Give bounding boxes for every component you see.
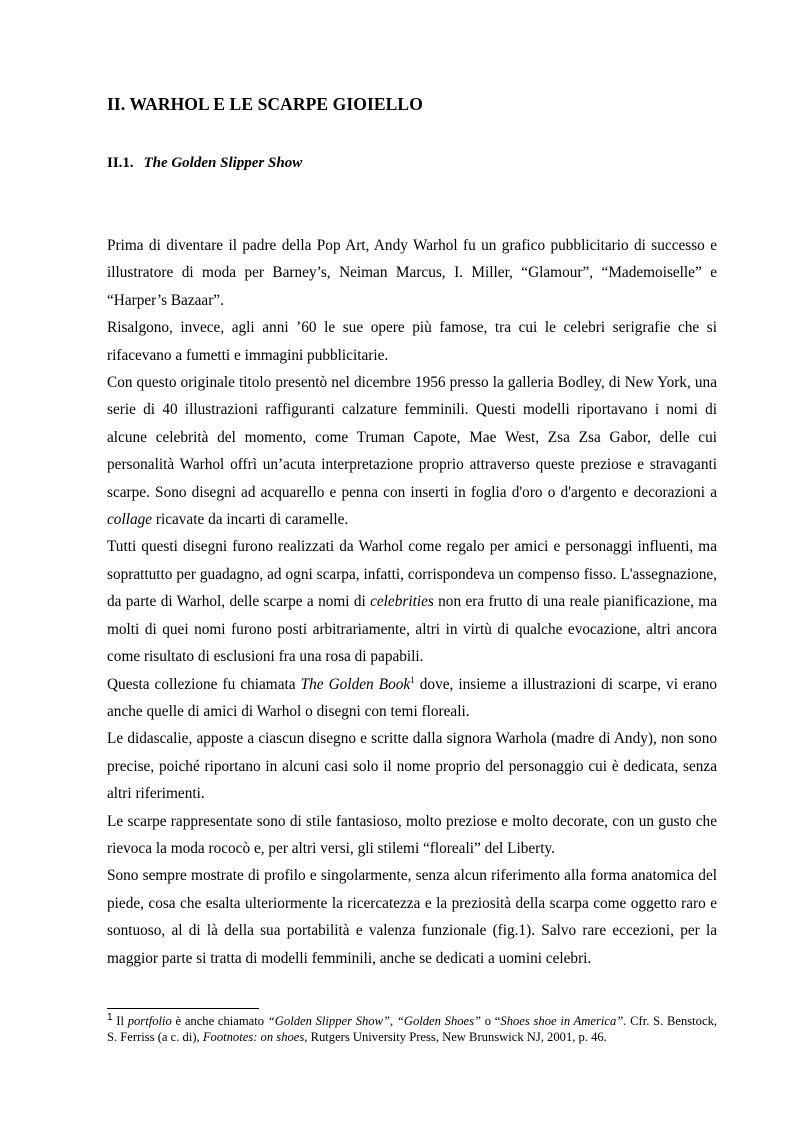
paragraph: Le scarpe rappresentate sono di stile fantasioso, molto preziose e molto decorate, con un gusto che rievoca la moda rococò e, per altri versi, gli stilemi “floreali” del Liberty. [107, 812, 717, 857]
footnote-mark: 1 [107, 1011, 113, 1023]
italic-term: celebrities [370, 593, 434, 611]
italic-term: collage [107, 511, 153, 529]
section-title: The Golden Slipper Show [143, 155, 303, 171]
section-heading [107, 155, 302, 172]
paragraph: Risalgono, invece, agli anni ’60 le sue opere più famose, tra cui le celebri serigrafie che si rifacevano a fumetti e immagini pubblicitarie. [107, 319, 717, 364]
text-run: o “ [481, 1014, 501, 1028]
text-run: Questa collezione fu chiamata [107, 675, 301, 693]
text-run: non era frutto di una reale pianificazione, ma molti di quei nomi furono posti arbitrariamente, altri in virtù di qualche evocazione, altri ancora come risultato di esclusioni fra una rosa di papabili. [107, 593, 717, 666]
italic-term: Shoes shoe in America”. [500, 1014, 627, 1028]
text-run: Tutti questi disegni furono realizzati da Warhol come regalo per amici e personaggi influenti, ma soprattutto per guadagno, ad ogni scarpa, infatti, corrispondeva un compenso fisso. L'assegnazione, da parte di Warhol, delle scarpe a nomi di [107, 538, 717, 611]
footnote [107, 1013, 717, 1045]
paragraph [107, 533, 717, 670]
italic-term: Footnotes: on shoes [202, 1030, 305, 1044]
text-run: Il [112, 1014, 128, 1028]
italic-term: portfolio [127, 1014, 172, 1028]
paragraph [107, 369, 717, 533]
italic-term: The Golden Book [300, 675, 411, 693]
paragraph [107, 671, 717, 726]
text-run: , Rutgers University Press, New Brunswick NJ, 2001, p. 46. [304, 1030, 607, 1044]
paragraph: Sono sempre mostrate di profilo e singolarmente, senza alcun riferimento alla forma anatomica del piede, cosa che esalta ulteriormente la ricercatezza e la preziosità della scarpa come oggetto raro e sontuoso, al di là della sua portabilità e valenza funzionale (fig.1). Salvo rare eccezioni, per la maggior parte si tratta di modelli femminili, anche se dedicati a uomini celebri. [107, 867, 717, 967]
paragraph: Prima di diventare il padre della Pop Art, Andy Warhol fu un grafico pubblicitario di successo e illustratore di moda per Barney’s, Neiman Marcus, I. Miller, “Glamour”, “Mademoiselle” e “Harper’s Bazaar”. [107, 237, 717, 309]
footnote-separator [107, 1008, 259, 1009]
text-run: dove, insieme a illustrazioni di scarpe, vi erano anche quelle di amici di Warhol o disegni con temi floreali. [107, 675, 717, 720]
text-run: Con questo originale titolo presentò nel dicembre 1956 presso la galleria Bodley, di New York, una serie di 40 illustrazioni raffiguranti calzature femminili. Questi modelli riportavano i nomi di alcune celebrità del momento, come Truman Capote, Mae West, Zsa Zsa Gabor, delle cui personalità Warhol offrì un’acuta interpretazione proprio attraverso queste preziose e stravaganti scarpe. Sono disegni ad acquarello e penna con inserti in foglia d'oro o d'argento e decorazioni a [107, 374, 717, 501]
text-run: Cfr. S. Benstock, S. Ferriss (a c. di), [107, 1014, 718, 1044]
body-text [107, 232, 717, 972]
chapter-title: II. WARHOL E LE SCARPE GIOIELLO [107, 94, 423, 114]
text-run: ricavate da incarti di caramelle. [152, 511, 349, 529]
paragraph: Le didascalie, apposte a ciascun disegno e scritte dalla signora Warhola (madre di Andy), non sono precise, poiché riportano in alcuni casi solo il nome proprio del personaggio cui è dedicata, senza altri riferimenti. [107, 730, 717, 803]
text-run: è anche chiamato [171, 1014, 268, 1028]
section-number: II.1. [107, 155, 134, 171]
footnote-reference[interactable]: 1 [410, 674, 415, 685]
italic-term: “Golden Slipper Show”, “Golden Shoes” [267, 1014, 482, 1028]
